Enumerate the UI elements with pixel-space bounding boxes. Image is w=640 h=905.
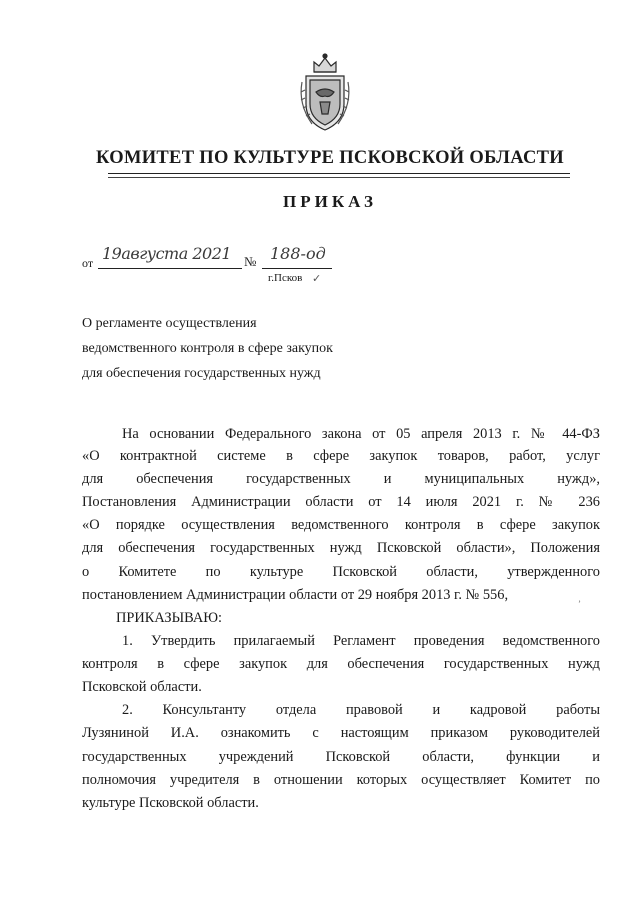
body-line: постановлением Администрации области от 29 ноября 2013 г. № 556, <box>82 587 509 603</box>
item-1-line: контроля в сфере закупок для обеспечения государственных нужд <box>82 656 600 672</box>
date-underline <box>98 268 242 269</box>
item-2-line: государственных учреждений Псковской области, функции и <box>82 749 600 765</box>
body-line: Постановления Администрации области от 14 июля 2021 г. № 236 <box>82 494 600 510</box>
body-line: для обеспечения государственных нужд Псковской области», Положения <box>82 540 600 556</box>
order-verb: ПРИКАЗЫВАЮ: <box>116 610 223 626</box>
body-line: «О порядке осуществления ведомственного контроля в сфере закупок <box>82 517 600 533</box>
item-1-line: 1. Утвердить прилагаемый Регламент проведения ведомственного <box>122 633 600 649</box>
pen-tick-mark: ✓ <box>312 273 322 285</box>
handwritten-date: 19августа 2021 <box>102 244 232 263</box>
number-prefix: № <box>244 254 257 269</box>
item-2-line: Лузяниной И.А. ознакомить с настоящим приказом руководителей <box>82 725 600 741</box>
subject-line: О регламенте осуществления <box>82 316 257 331</box>
number-underline <box>262 268 332 269</box>
date-prefix: от <box>82 256 94 270</box>
body-line: для обеспечения государственных и муниципальных нужд», <box>82 471 600 487</box>
item-1-line: Псковской области. <box>82 679 202 695</box>
body-line: о Комитете по культуре Псковской области, утвержденного <box>82 564 600 580</box>
margin-mark: ’ <box>578 599 581 609</box>
document-type-title: ПРИКАЗ <box>283 192 377 211</box>
header-rule-thin <box>108 177 570 178</box>
item-2-line: полномочия учредителя в отношении которых осуществляет Комитет по <box>82 772 600 788</box>
committee-title: КОМИТЕТ ПО КУЛЬТУРЕ ПСКОВСКОЙ ОБЛАСТИ <box>96 148 564 168</box>
subject-line: ведомственного контроля в сфере закупок <box>82 341 333 356</box>
item-2-line: 2. Консультанту отдела правовой и кадровой работы <box>122 702 600 718</box>
subject-line: для обеспечения государственных нужд <box>82 366 321 381</box>
header-rule <box>108 173 570 174</box>
order-subject <box>82 311 333 386</box>
item-2-line: культуре Псковской области. <box>82 795 259 811</box>
handwritten-number: 188-од <box>270 244 326 263</box>
city-label: г.Псков <box>268 272 303 284</box>
body-line: «О контрактной системе в сфере закупок товаров, работ, услуг <box>82 448 600 464</box>
coat-of-arms-emblem <box>296 52 354 134</box>
body-line: На основании Федерального закона от 05 апреля 2013 г. № 44-ФЗ <box>122 426 600 442</box>
